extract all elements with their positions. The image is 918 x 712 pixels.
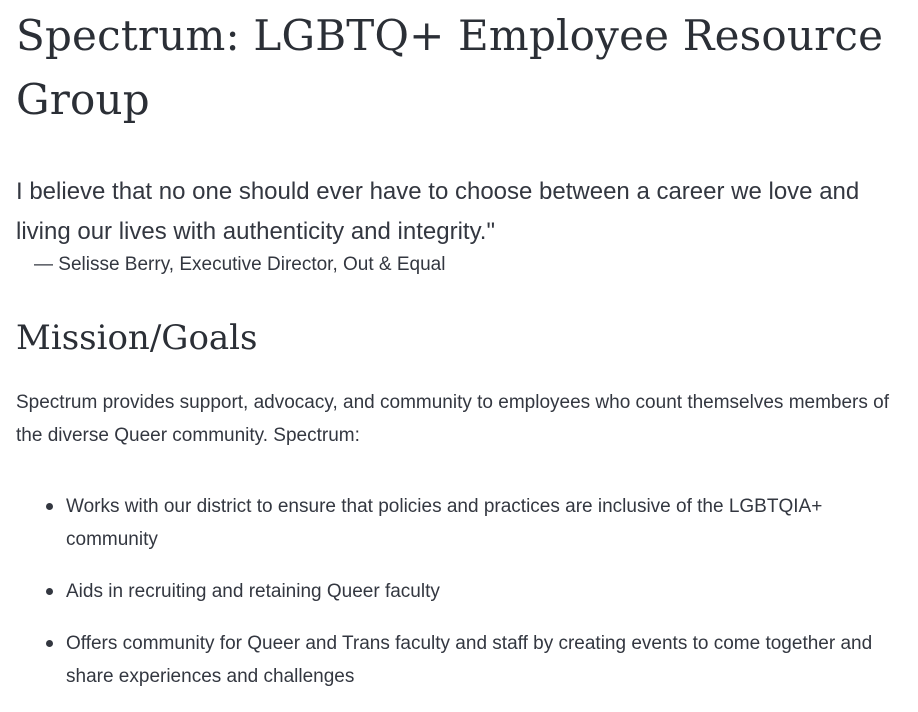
bullet-icon [46, 588, 53, 595]
mission-intro: Spectrum provides support, advocacy, and community to employees who count themselves members of the diverse Queer community. Spectrum: [16, 392, 889, 446]
page-title: Spectrum: LGBTQ+ Employee Resource Group [16, 11, 884, 124]
mission-heading: Mission/Goals [16, 318, 258, 358]
quote-text: I believe that no one should ever have to choose between a career we love and living our lives with authenticity and integrity." [16, 178, 860, 245]
goal-text: Aids in recruiting and retaining Queer faculty [66, 581, 440, 602]
goal-text: Offers community for Queer and Trans faculty and staff by creating events to come together and share experiences and challenges [66, 633, 873, 687]
list-item [16, 490, 906, 556]
quote-block [16, 172, 914, 278]
bullet-icon [46, 640, 53, 647]
bullet-icon [46, 503, 53, 510]
goals-list [16, 490, 914, 693]
list-item [16, 627, 906, 693]
quote-attribution: — Selisse Berry, Executive Director, Out & Equal [34, 254, 446, 275]
page-content [16, 0, 914, 712]
goal-text: Works with our district to ensure that policies and practices are inclusive of the LGBTQIA+ community [66, 496, 823, 550]
list-item [16, 575, 906, 608]
